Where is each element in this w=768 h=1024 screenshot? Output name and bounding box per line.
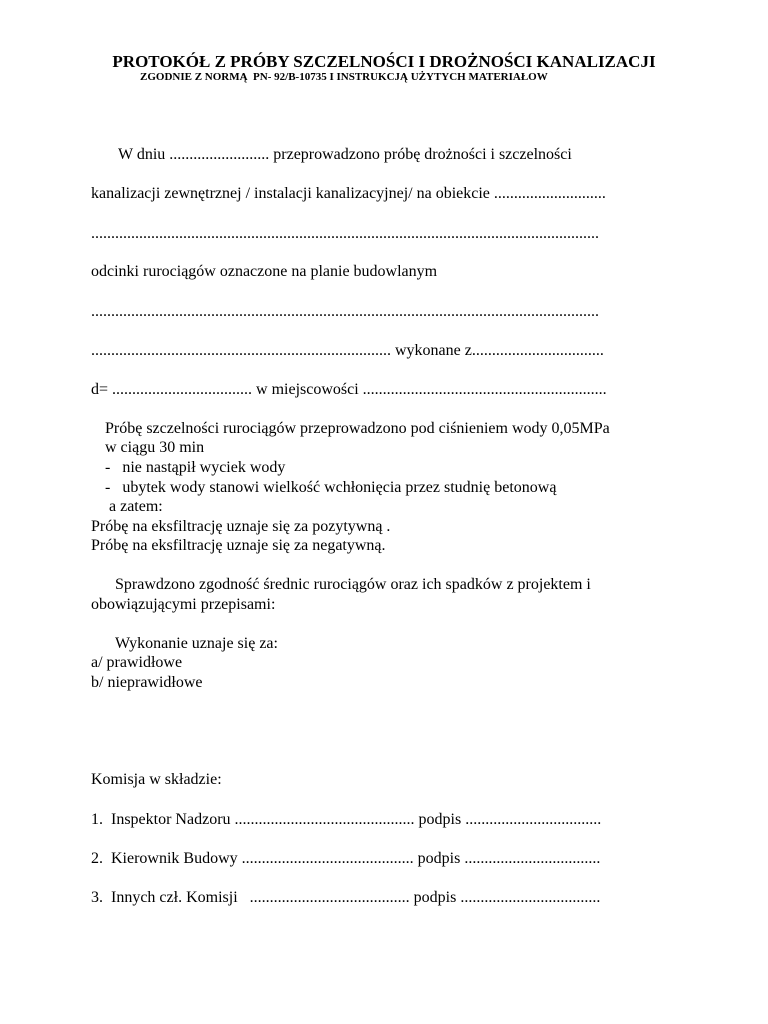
check-line-1: Sprawdzono zgodność średnic rurociągów oraz ich spadków z projektem i bbox=[115, 576, 591, 593]
test-line-1: Próbę szczelności rurociągów przeprowadzono pod ciśnieniem wody 0,05MPa bbox=[105, 420, 610, 437]
intro-line-3: ............................................................................................................................... bbox=[91, 225, 599, 242]
test-negative: Próbę na eksfiltrację uznaje się za negatywną. bbox=[91, 537, 386, 554]
result-option-a: a/ prawidłowe bbox=[91, 654, 183, 671]
result-option-b: b/ nieprawidłowe bbox=[91, 674, 203, 691]
test-line-3: a zatem: bbox=[109, 498, 163, 515]
commission-member: 2. Kierownik Budowy ........................................... podpis .................................. bbox=[91, 850, 601, 867]
test-bullet-2: - ubytek wody stanowi wielkość wchłonięcia przez studnię betonową bbox=[105, 479, 557, 496]
intro-line-1: W dniu ......................... przeprowadzono próbę drożności i szczelności bbox=[118, 146, 572, 163]
commission-member: 1. Inspektor Nadzoru ............................................. podpis .................................. bbox=[91, 811, 602, 828]
intro-line-5: ............................................................................................................................... bbox=[91, 303, 599, 320]
intro-line-6: ........................................................................... wykonane z................................. bbox=[91, 342, 604, 359]
test-positive: Próbę na eksfiltrację uznaje się za pozytywną . bbox=[91, 518, 391, 535]
test-bullet-1: - nie nastąpił wyciek wody bbox=[105, 459, 286, 476]
intro-line-7: d= ................................... w miejscowości ............................................................. bbox=[91, 381, 607, 398]
intro-line-2: kanalizacji zewnętrznej / instalacji kanalizacyjnej/ na obiekcie ............................ bbox=[91, 185, 606, 202]
test-line-2: w ciągu 30 min bbox=[105, 439, 205, 456]
commission-member: 3. Innych czł. Komisji ........................................ podpis ................................... bbox=[91, 889, 601, 906]
check-line-2: obowiązującymi przepisami: bbox=[91, 596, 276, 613]
document-subtitle: ZGODNIE Z NORMĄ PN- 92/B-10735 I INSTRUKCJĄ UŻYTYCH MATERIAŁOW bbox=[140, 71, 548, 83]
intro-line-4: odcinki rurociągów oznaczone na planie budowlanym bbox=[91, 263, 438, 280]
document-title: PROTOKÓŁ Z PRÓBY SZCZELNOŚCI I DROŻNOŚCI KANALIZACJI bbox=[112, 52, 656, 71]
commission-heading: Komisja w składzie: bbox=[91, 771, 222, 788]
result-line-1: Wykonanie uznaje się za: bbox=[115, 635, 278, 652]
